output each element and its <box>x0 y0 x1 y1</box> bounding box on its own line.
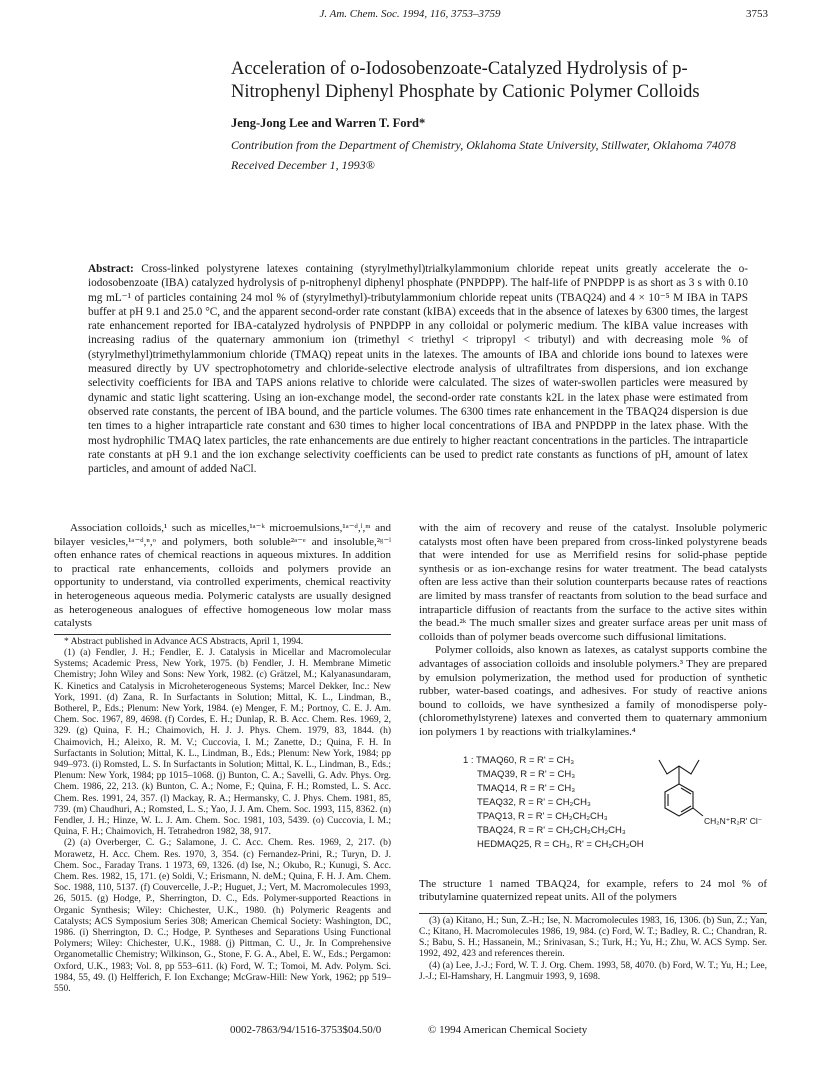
footnote: * Abstract published in Advance ACS Abstracts, April 1, 1994. <box>64 636 304 647</box>
abstract <box>88 262 748 476</box>
footnotes-right <box>419 913 767 983</box>
structure-row: TEAQ32, R = R' = CH₂CH₃ <box>477 796 591 808</box>
running-head <box>0 8 820 26</box>
chemical-structure-1 <box>419 754 767 872</box>
structure-row: TMAQ39, R = R' = CH₃ <box>477 768 576 780</box>
issn-code: 0002-7863/94/1516-3753$04.50/0 <box>230 1024 382 1036</box>
footnote: (1) (a) Fendler, J. H.; Fendler, E. J. Catalysis in Micellar and Macromolecular Systems; Academic Press, New York, 1975. (b) Fendler, J. H. Membrane Mimetic Chemistry; John Wiley and Sons: New York, 1982. (c) Grätzel, M.; Kalyanasundaram, K. Kinetics and Catalysis in Microheterogeneous Systems; Marcel Dekker, Inc.: New York, 1991. (d) Zana, R. In Surfactants in Solution; Mittal, K. L., Lindman, B., Botherel, P., Eds.; Plenum: New York, 1984. (e) Menger, F. M.; Portnoy, C. E. J. Am. Chem. Soc. 1967, 89, 4698. (f) Cordes, E. H.; Dunlap, R. B. Acc. Chem. Res. 1969, 2, 329. (g) Quina, F. H.; Chaimovich, H. J. J. Phys. Chem. 1979, 83, 1844. (h) Chaimovich, H.; Aleixo, R. M. V.; Cuccovia, I. M.; Zanette, D.; Quina, F. H. In Surfactants in Solution; Mittal, K. L., Lindman, B., Eds.; Plenum: New York, 1984; pp 949–973. (i) Romsted, L. S. In Surfactants in Solution; Mittal, K. L., Lindman, B., Eds.; Plenum: New York, 1984; pp 1015–1068. (j) Bunton, C. A.; Savelli, G. Adv. Phys. Org. Chem. 1986, 22, 213. (k) Bunton, C. A.; Nome, F.; Quina, F. H.; Romsted, L. S. Acc. Chem. Res. 1991, 24, 357. (l) Mackay, R. A.; Hermansky, C. J. Phys. Chem. 1981, 85, 739. (m) Chaudhuri, A.; Romsted, L. S.; Yao, J. J. Am. Chem. Soc. 1993, 115, 8362. (n) Fendler, J. H.; Hinze, W. L. J. Am. Chem. Soc. 1981, 103, 5439. (o) Cuccovia, I. M.; Quina, F. H.; Chaimovich, H. Tetrahedron 1982, 38, 917. <box>54 647 391 838</box>
article-title: Acceleration of o-Iodosobenzoate-Catalyzed Hydrolysis of p-Nitrophenyl Diphenyl Phosphate by Cationic Polymer Colloids <box>231 59 700 102</box>
left-column <box>54 522 391 995</box>
ring-double-bond <box>681 788 691 794</box>
structure-row: TMAQ14, R = R' = CH₃ <box>477 782 576 794</box>
structure-legend <box>463 754 644 852</box>
affiliation: Contribution from the Department of Chemistry, Oklahoma State University, Stillwater, Oklahoma 74078 <box>231 138 736 152</box>
structure-row: HEDMAQ25, R = CH₃, R' = CH₂CH₂OH <box>477 838 644 850</box>
substituent-label: CH₂N⁺R₂R' Cl⁻ <box>704 815 763 826</box>
structure-row: 1 : TMAQ60, R = R' = CH₃ <box>463 754 575 766</box>
journal-citation: J. Am. Chem. Soc. 1994, 116, 3753–3759 <box>319 8 501 20</box>
copyright-notice: © 1994 American Chemical Society <box>428 1024 588 1036</box>
footnotes-left <box>54 634 391 996</box>
benzene-ring <box>665 784 693 816</box>
abstract-text: Cross-linked polystyrene latexes containing (styrylmethyl)trialkylammonium chloride repeat units greatly accelerate the o-iodosobenzoate (IBA) catalyzed hydrolysis of p-nitrophenyl diphenyl phosphate (PNPDPP). The half-life of PNPDPP is as short as 3 s with 0.10 mg mL⁻¹ of particles containing 24 mol % of (styrylmethyl)-tributylammonium chloride repeat units (TBAQ24) and 4 × 10⁻⁵ M IBA in TAPS buffer at pH 9.1 and 25.0 °C, and the apparent second-order rate constant (kIBA) exceeds that in the absence of latexes by 6300 times, the largest rate enhancement reported for IBA-catalyzed hydrolysis of PNPDPP in any colloidal or polymeric medium. The kIBA value increases with increasing radius of the quaternary ammonium ion (trimethyl < triethyl < tripropyl < tributyl) and with decreasing mole % of (styrylmethyl)trimethylammonium chloride (TMAQ) repeat units in the latexes. The amounts of IBA and chloride ions bound to latexes were measured directly by UV spectrophotometry and chloride-selective electrode analysis of ultrafiltrates from dispersions, and ion exchange selectivity coefficients for IBA and TAPS anions relative to chloride were calculated. The sizes of water-swollen particles were measured by dynamic and static light scattering. Using an ion-exchange model, the second-order rate constants k2L in the latex phase were estimated from observed rate constants, the percent of IBA bound, and the particle volumes. The 6300 times rate enhancement in the TBAQ24 dispersion is due ten times to a higher intraparticle rate constant and 630 times to higher local concentrations of IBA and PNPDPP in the latex phase. With the most hydrophilic TMAQ latex particles, the rate enhancements are due entirely to higher reactant concentrations in the particles. The intraparticle rate constants at pH 9.1 and the ion exchange selectivity coefficients can be used to predict rate constants as functions of pH, amount of latex particles, and amount of added NaCl. <box>88 263 748 476</box>
title-block <box>231 58 776 173</box>
author-list: Jeng-Jong Lee and Warren T. Ford* <box>231 116 426 130</box>
received-date: Received December 1, 1993® <box>231 158 375 172</box>
page-number: 3753 <box>746 8 768 20</box>
body-paragraph: The structure 1 named TBAQ24, for example, refers to 24 mol % of tributylamine quaternized repeat units. All of the polymers <box>419 877 767 904</box>
structure-row: TBAQ24, R = R' = CH₂CH₂CH₂CH₃ <box>477 824 626 836</box>
footnote: (3) (a) Kitano, H.; Sun, Z.-H.; Ise, N. Macromolecules 1983, 16, 1306. (b) Sun, Z.; Yan, C.; Kitano, H. Macromolecules 1986, 19, 984. (c) Ford, W. T.; Badley, R. C.; Chandran, R. S.; Babu, S. H.; Hassanein, M.; Srinivasan, S.; Turk, H.; Yu, H.; Zhu, W. ACS Symp. Ser. 1992, 492, 423 and references therein. <box>419 915 767 960</box>
ring-double-bond <box>681 806 691 812</box>
body-paragraph: Association colloids,¹ such as micelles,¹ᵃ⁻ᵏ microemulsions,¹ᵃ⁻ᵈ,ˡ,ᵐ and bilayer vesicles,¹ᵃ⁻ᵈ,ⁿ,ᵒ and polymers, both soluble²ᵃ⁻ᵉ and insoluble,²ᵍ⁻ˡ often enhance rates of chemical reactions in aqueous mixtures. In addition to practical rate enhancements, colloids and polymers provide an opportunity to understand, via controlled experiments, chemical reactivity in heterogeneous aqueous media. Polymeric catalysts are usually designed as heterogeneous analogues of effective homogeneous low molar mass catalysts <box>54 522 391 630</box>
structure-row: TPAQ13, R = R' = CH₂CH₂CH₃ <box>477 810 608 822</box>
body-paragraph: with the aim of recovery and reuse of the catalyst. Insoluble polymeric catalysts most often have been prepared from cross-linked polystyrene beads that were intended for use as Merrifield resins for solid-phase peptide synthesis or as ion-exchange resins for water treatment. The bead catalysts often are less active than their solution counterparts because rates of reactions are limited by mass transfer of reactants from solution to the bead surface and intraparticle diffusion of reactants from the surface to the active sites within the bead.²ᵏ The much smaller sizes and greater surface areas per unit mass of colloids than of polymer beads overcome such diffusional limitations. <box>419 522 767 643</box>
footnote: (2) (a) Overberger, C. G.; Salamone, J. C. Acc. Chem. Res. 1969, 2, 217. (b) Morawetz, H. Acc. Chem. Res. 1970, 3, 354. (c) Fernandez-Prini, R.; Turyn, D. J. Chem. Soc., Faraday Trans. 1 1973, 69, 1326. (d) Ise, N.; Okubo, R.; Kunugi, S. Acc. Chem. Res. 1982, 15, 171. (e) Soldi, V.; Erismann, N. deM.; Quina, F. H. J. Am. Chem. Soc. 1988, 110, 5137. (f) Couvercelle, J.-P.; Huguet, J.; Vert, M. Macromolecules 1993, 26, 5015. (g) Hodge, P., Sherrington, D. C., Eds. Polymer-supported Reactions in Organic Synthesis; Wiley: Chichester, U.K., 1980. (h) Polymeric Reagents and Catalysts; ACS Symposium Series 308; American Chemical Society: Washington, DC, 1986. (i) Sherrington, D. C.; Hodge, P. Syntheses and Separations Using Functional Polymers; Wiley: Chichester, U.K., 1988. (j) Pittman, C. U., Jr. In Comprehensive Organometallic Chemistry; Wilkinson, G., Stone, F. G. A., Abel, E. W., Eds.; Pergamon: Oxford, U.K., 1983; Vol. 8, pp 553–611. (k) Ford, W. T.; Tomoi, M. Adv. Polym. Sci. 1984, 55, 49. (l) Helfferich, F. Ion Exchange; McGraw-Hill: New York, 1962; pp 519–550. <box>54 838 391 995</box>
right-column <box>419 522 767 983</box>
abstract-label: Abstract: <box>88 263 134 275</box>
footnote: (4) (a) Lee, J.-J.; Ford, W. T. J. Org. Chem. 1993, 58, 4070. (b) Ford, W. T.; Yu, H.; Lee, J.-J.; El-Hamshary, H. Langmuir 1993, 9, 1698. <box>419 960 767 982</box>
styrene-repeat-unit-drawing <box>649 754 767 854</box>
body-paragraph: Polymer colloids, also known as latexes, as catalyst supports combine the advantages of association colloids and insoluble polymers.³ They are prepared by emulsion polymerization, the method used for production of synthetic rubber, water-based coatings, and adhesives. For study of reactive anions bound to colloids, we have synthesized a family of monodisperse poly-(chloromethylstyrene) latexes and converted them to quaternary ammonium ion polymers 1 by reactions with trialkylamines.⁴ <box>419 644 767 738</box>
substituent-bond <box>693 808 703 816</box>
